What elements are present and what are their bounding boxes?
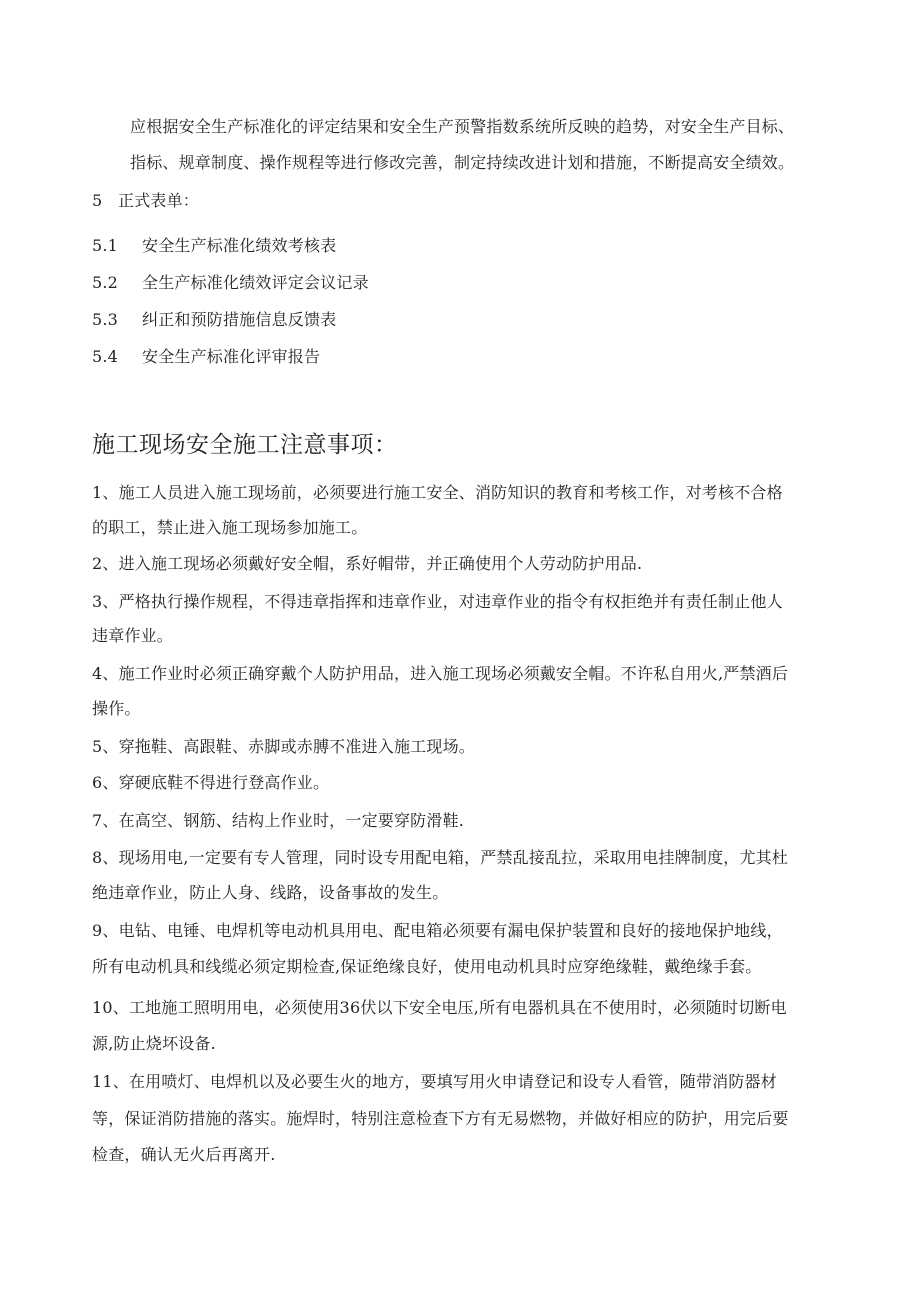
item-8-line-2: 绝违章作业，防止人身、线路，设备事故的发生。: [92, 883, 449, 902]
section-title: 正式表单：: [118, 191, 200, 210]
item-11-line-2: 等，保证消防措施的落实。施焊时，特别注意检查下方有无易燃物，并做好相应的防护，用完后要: [92, 1109, 789, 1128]
item-7-line-1: 7、在高空、钢筋、结构上作业时，一定要穿防滑鞋.: [92, 811, 465, 830]
item-11-line-1: 11、在用喷灯、电焊机以及必要生火的地方，要填写用火申请登记和设专人看管，随带消防器材: [92, 1072, 777, 1091]
form-item: [92, 346, 320, 368]
item-2-line-1: 2、进入施工现场必须戴好安全帽，系好帽带，并正确使用个人劳动防护用品.: [92, 554, 643, 573]
form-number: 5.2: [92, 273, 119, 292]
section-number: 5: [92, 191, 103, 210]
intro-line-1: 应根据安全生产标准化的评定结果和安全生产预警指数系统所反映的趋势，对安全生产目标、: [130, 117, 795, 136]
form-title: 安全生产标准化评审报告: [142, 347, 321, 366]
item-1-line-1: 1、施工人员进入施工现场前，必须要进行施工安全、消防知识的教育和考核工作，对考核不合格: [92, 483, 783, 502]
item-11-line-3: 检查，确认无火后再离开.: [92, 1145, 276, 1164]
item-5-line-1: 5、穿拖鞋、高跟鞋、赤脚或赤膊不准进入施工现场。: [92, 737, 475, 756]
form-number: 5.1: [92, 236, 119, 255]
item-9-line-1: 9、电钻、电锤、电焊机等电动机具用电、配电箱必须要有漏电保护装置和良好的接地保护地线，: [92, 921, 783, 940]
item-4-line-1: 4、施工作业时必须正确穿戴个人防护用品，进入施工现场必须戴安全帽。不许私自用火,严禁酒后: [92, 664, 789, 683]
intro-line-2: 指标、规章制度、操作规程等进行修改完善，制定持续改进计划和措施，不断提高安全绩效。: [130, 153, 795, 172]
form-item: [92, 235, 336, 257]
form-title: 纠正和预防措施信息反馈表: [142, 310, 337, 329]
item-3-line-2: 违章作业。: [92, 626, 174, 645]
form-item: [92, 272, 369, 294]
form-title: 安全生产标准化绩效考核表: [142, 236, 337, 255]
section-heading: 施工现场安全施工注意事项：: [92, 432, 398, 458]
item-8-line-1: 8、现场用电,一定要有专人管理，同时设专用配电箱，严禁乱接乱拉，采取用电挂牌制度，尤其杜: [92, 848, 789, 867]
item-1-line-2: 的职工，禁止进入施工现场参加施工。: [92, 518, 368, 537]
item-10-line-2: 源,防止烧坏设备.: [92, 1034, 216, 1053]
form-item: [92, 309, 336, 331]
item-6-line-1: 6、穿硬底鞋不得进行登高作业。: [92, 773, 330, 792]
form-title: 全生产标准化绩效评定会议记录: [142, 273, 369, 292]
item-3-line-1: 3、严格执行操作规程，不得违章指挥和违章作业，对违章作业的指令有权拒绝并有责任制止他人: [92, 592, 783, 611]
form-number: 5.4: [92, 347, 119, 366]
item-10-line-1: 10、工地施工照明用电，必须使用36伏以下安全电压,所有电器机具在不使用时，必须随时切断电: [92, 998, 787, 1017]
item-4-line-2: 操作。: [92, 699, 141, 718]
item-9-line-2: 所有电动机具和线缆必须定期检查,保证绝缘良好，使用电动机具时应穿绝缘鞋，戴绝缘手套。: [92, 957, 762, 976]
section-5-header: [92, 190, 199, 212]
form-number: 5.3: [92, 310, 119, 329]
